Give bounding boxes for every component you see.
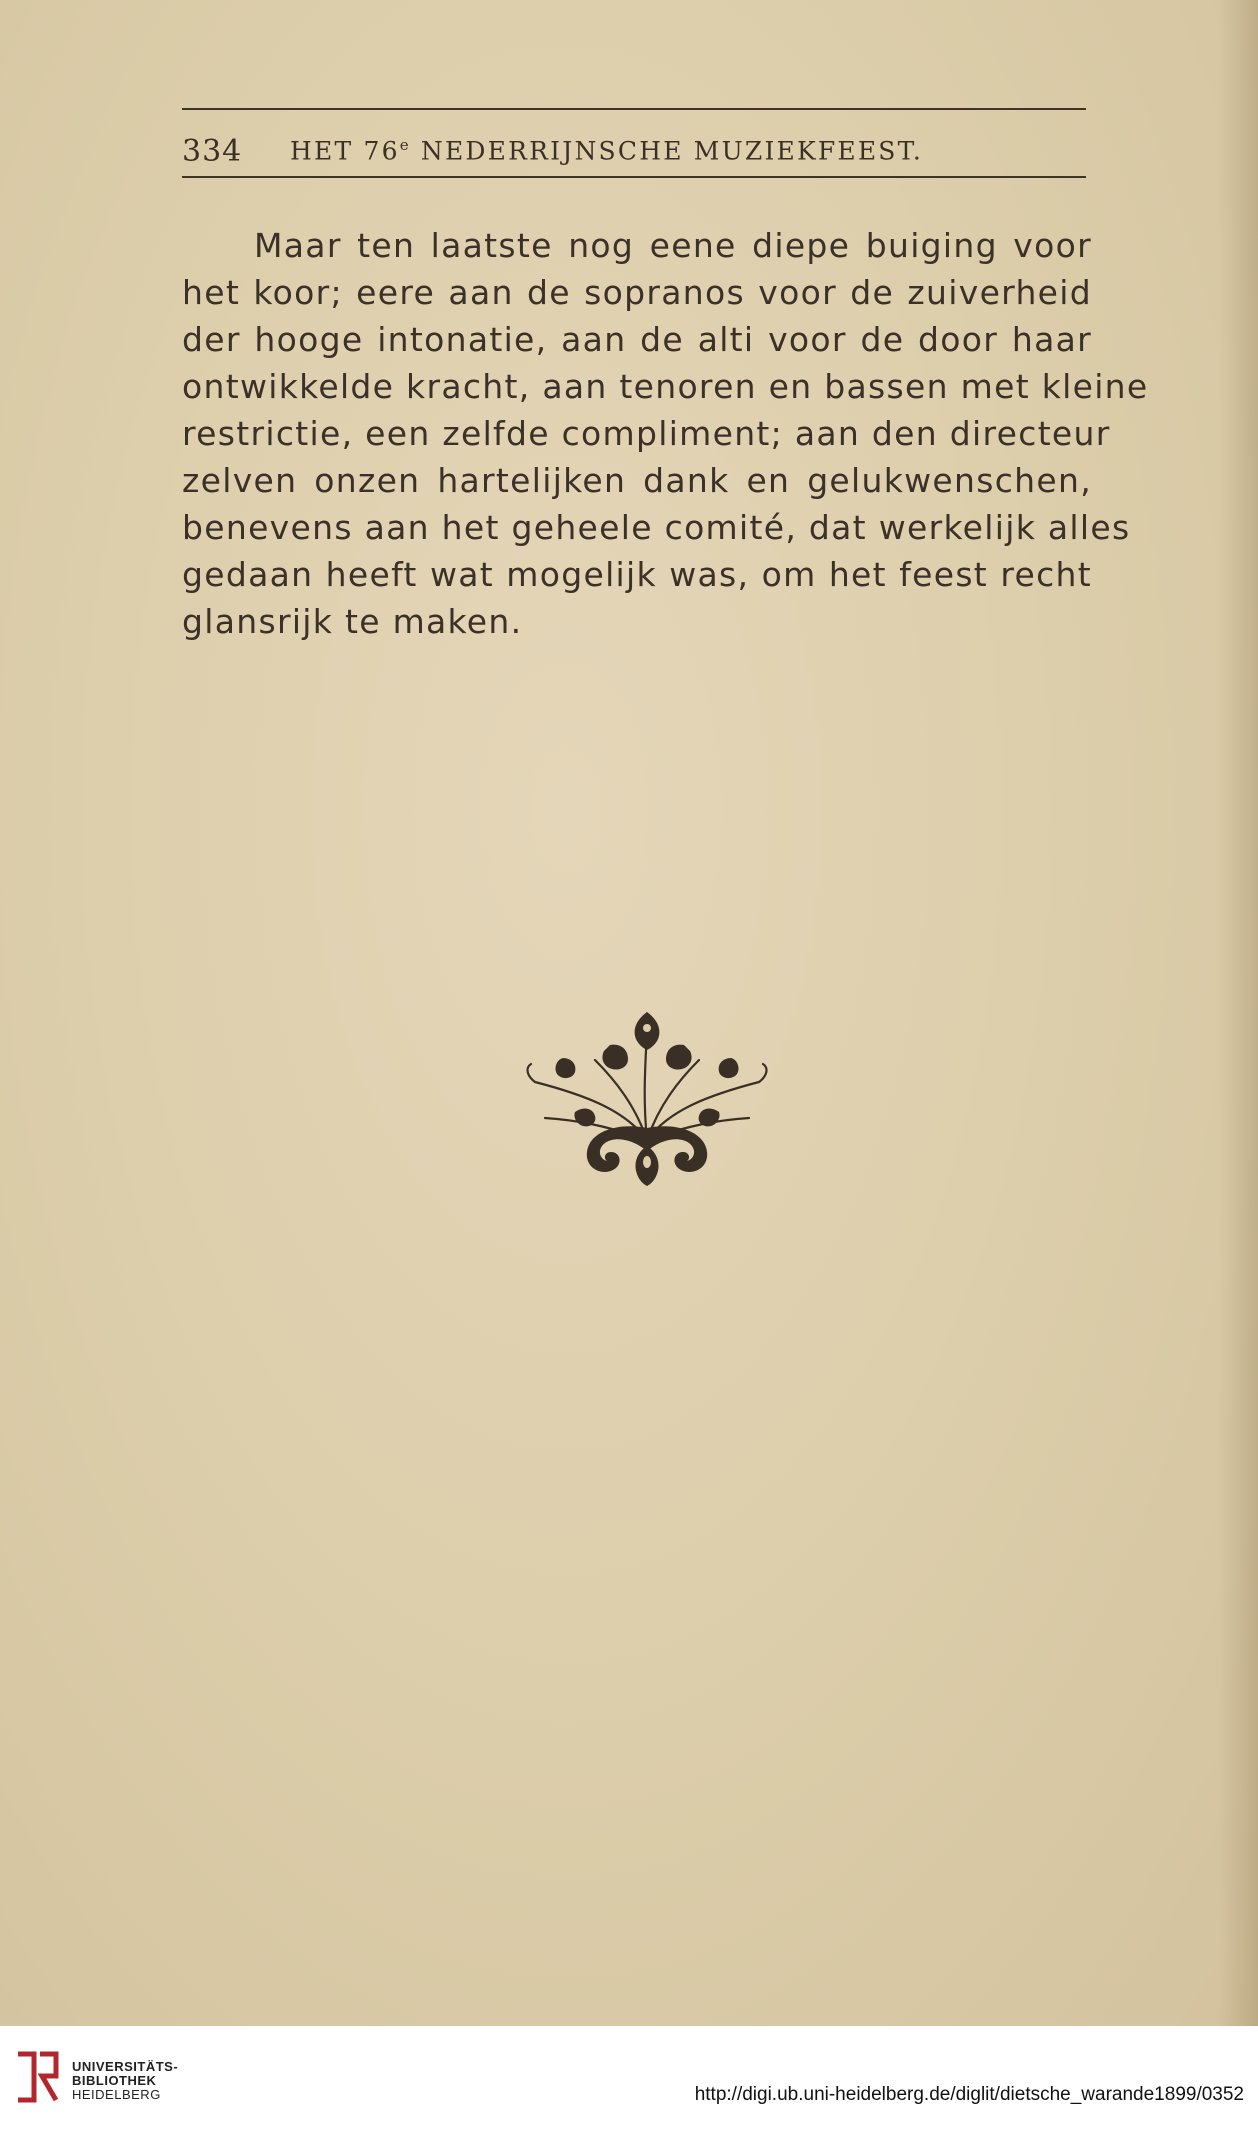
footer-bar [0, 2026, 1258, 2130]
source-url-link[interactable]: http://digi.ub.uni-heidelberg.de/diglit/dietsche_warande1899/0352 [694, 2084, 1244, 2105]
text-line: der hooge intonatie, aan de alti voor de door haar [182, 320, 1092, 359]
header-rule-top [182, 108, 1086, 110]
library-logo-icon[interactable] [12, 2046, 62, 2108]
library-name-line2: BIBLIOTHEK [72, 2073, 157, 2088]
header-title [290, 136, 923, 165]
header-title-suffix: NEDERRIJNSCHE MUZIEKFEEST. [410, 136, 923, 166]
library-name-line3: HEIDELBERG [72, 2087, 161, 2102]
header-title-prefix: HET 76 [290, 136, 400, 166]
header-rule-bottom [182, 176, 1086, 178]
running-head [182, 130, 1086, 170]
text-line: ontwikkelde kracht, aan tenoren en bassen met kleine [182, 367, 1149, 406]
text-line: benevens aan het geheele comité, dat werkelijk alles [182, 508, 1131, 547]
body-paragraph [182, 222, 1149, 645]
library-name [72, 2060, 178, 2102]
floral-vignette-icon [515, 1000, 779, 1190]
text-line: Maar ten laatste nog eene diepe buiging voor [254, 226, 1092, 265]
text-line: glansrijk te maken. [182, 602, 523, 641]
header-title-superscript: e [399, 136, 411, 154]
text-line: het koor; eere aan de sopranos voor de zuiverheid [182, 273, 1092, 312]
text-line: gedaan heeft wat mogelijk was, om het feest recht [182, 555, 1092, 594]
text-line: restrictie, een zelfde compliment; aan den directeur [182, 414, 1111, 453]
library-name-line1: UNIVERSITÄTS- [72, 2059, 179, 2074]
page-number: 334 [182, 134, 243, 169]
text-line: zelven onzen hartelijken dank en gelukwenschen, [182, 461, 1092, 500]
